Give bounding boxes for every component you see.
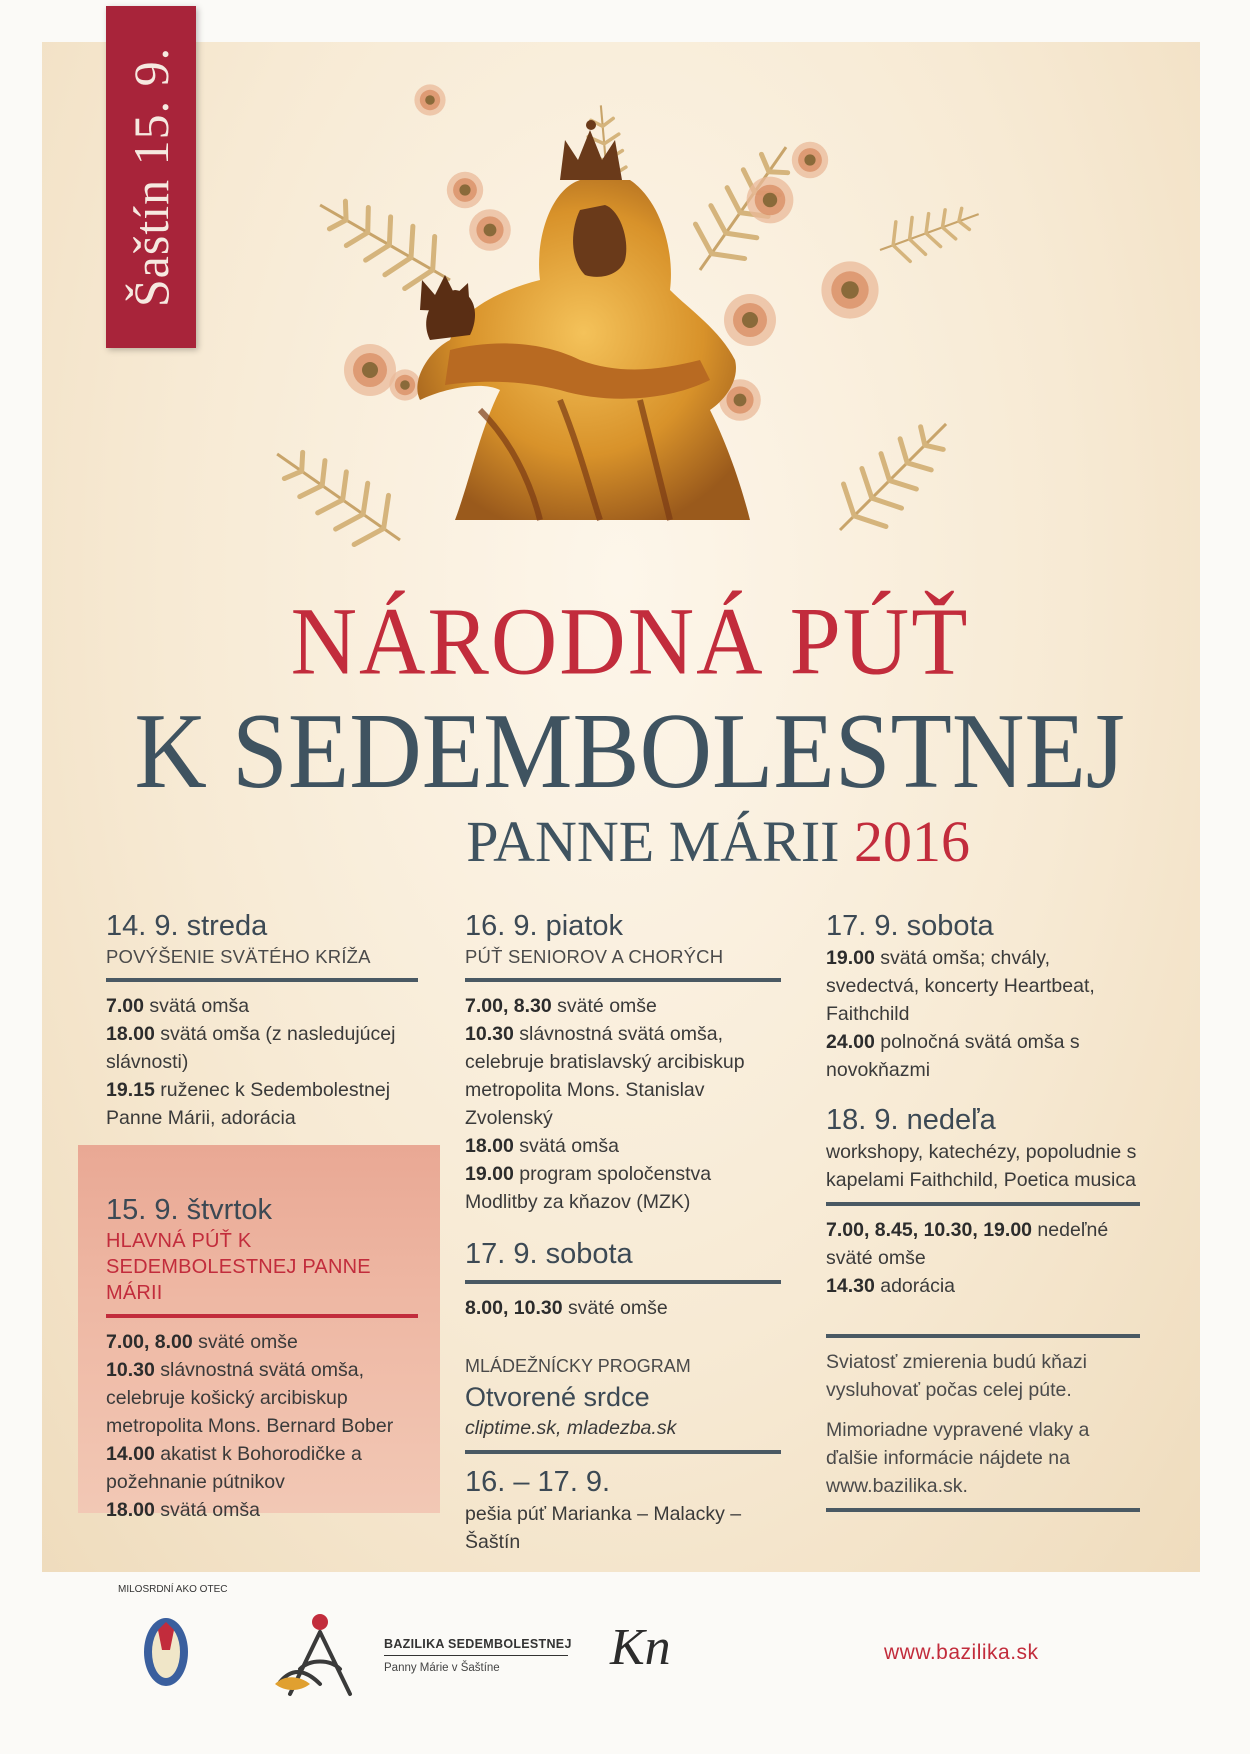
basilica-underline — [384, 1655, 568, 1656]
ribbon-text: Šaštín 15. 9. — [123, 46, 179, 308]
divider — [106, 978, 418, 982]
schedule-item: 19.15 ruženec k Sedembolestnej Panne Márii, adorácia — [106, 1079, 391, 1129]
footer-url-link[interactable]: www.bazilika.sk — [884, 1641, 1039, 1664]
flower-icon — [821, 261, 878, 318]
flower-icon — [724, 294, 776, 346]
logo-arc-text: MILOSRDNÍ AKO OTEC — [118, 1584, 228, 1595]
divider — [826, 1334, 1140, 1338]
schedule-item: 7.00, 8.45, 10.30, 19.00 nedeľné sväté omše — [826, 1219, 1109, 1269]
divider — [465, 978, 781, 982]
schedule-item: 19.00 program spoločenstva Modlitby za kňazov (MZK) — [465, 1163, 712, 1213]
schedule-item: 8.00, 10.30 sväté omše — [465, 1297, 668, 1319]
column-3 — [826, 908, 1140, 1522]
day-heading: 16. – 17. 9. — [465, 1466, 611, 1498]
schedule-item: 10.30 slávnostná svätá omša, celebruje košický arcibiskup metropolita Mons. Bernard Bober — [106, 1359, 394, 1437]
schedule-item: 7.00, 8.30 sväté omše — [465, 995, 657, 1017]
schedule-item: 24.00 polnočná svätá omša s novokňazmi — [826, 1031, 1080, 1081]
schedule-item: 19.00 svätá omša; chvály, svedectvá, koncerty Heartbeat, Faithchild — [826, 947, 1095, 1025]
day-heading: 16. 9. piatok — [465, 910, 623, 942]
youth-links: cliptime.sk, mladezba.sk — [465, 1417, 677, 1439]
fern-icon — [873, 194, 986, 269]
schedule-item: 18.00 svätá omša (z nasledujúcej slávnosti) — [106, 1023, 396, 1073]
day-heading: 18. 9. nedeľa — [826, 1104, 996, 1136]
day-subtitle-main: HLAVNÁ PÚŤ K SEDEMBOLESTNEJ PANNE MÁRII — [106, 1230, 371, 1304]
day-heading: 14. 9. streda — [106, 910, 268, 942]
schedule-item: 7.00, 8.00 sväté omše — [106, 1331, 298, 1353]
flower-icon — [792, 142, 828, 178]
schedule-list — [826, 1216, 1140, 1300]
note-confession: Sviatosť zmierenia budú kňazi vysluhovať počas celej púte. — [826, 1351, 1087, 1401]
schedule-list — [106, 1328, 418, 1524]
flower-icon — [344, 344, 396, 396]
pilgrimage-text: pešia púť Marianka – Malacky – Šaštín — [465, 1503, 742, 1553]
date-ribbon — [106, 6, 196, 348]
basilica-logo-icon — [270, 1604, 370, 1704]
note-trains: Mimoriadne vypravené vlaky a ďalšie informácie nájdete na www.bazilika.sk. — [826, 1419, 1090, 1497]
divider — [465, 1450, 781, 1454]
basilica-subtitle: Panny Márie v Šaštíne — [384, 1662, 500, 1674]
schedule-item: 18.00 svätá omša — [465, 1135, 619, 1157]
schedule-list — [826, 944, 1140, 1084]
schedule-item: 10.30 slávnostná svätá omša, celebruje bratislavský arcibiskup metropolita Mons. Stanislav Zvolenský — [465, 1023, 745, 1129]
divider-red — [106, 1314, 418, 1318]
schedule-list — [465, 992, 781, 1216]
column-2 — [465, 908, 781, 1556]
day-subtitle: PÚŤ SENIOROV A CHORÝCH — [465, 946, 724, 967]
title-line1: NÁRODNÁ PÚŤ — [290, 587, 970, 695]
schedule-item: 18.00 svätá omša — [106, 1499, 260, 1521]
schedule-item: 14.30 adorácia — [826, 1275, 956, 1297]
day-heading-main: 15. 9. štvrtok — [106, 1194, 273, 1226]
column-1 — [106, 908, 418, 1524]
title-year: 2016 — [854, 809, 970, 874]
pieta-illustration — [280, 80, 980, 600]
divider — [826, 1508, 1140, 1512]
flower-icon — [389, 369, 420, 400]
jubilee-of-mercy-logo — [118, 1584, 228, 1712]
title-line3-text: PANNE MÁRII — [466, 809, 840, 874]
kn-logo: Kn — [610, 1619, 671, 1676]
fern-icon — [819, 403, 967, 551]
day-subtitle: POVÝŠENIE SVÄTÉHO KRÍŽA — [106, 946, 371, 967]
flower-icon — [414, 84, 445, 115]
schedule-list — [106, 992, 418, 1132]
divider — [465, 1280, 781, 1284]
flower-icon — [747, 177, 794, 224]
day-heading: 17. 9. sobota — [826, 910, 994, 942]
day-heading: 17. 9. sobota — [465, 1238, 633, 1270]
schedule-item: 7.00 svätá omša — [106, 995, 250, 1017]
flower-icon — [469, 209, 511, 251]
flower-icon — [447, 172, 483, 208]
basilica-name: BAZILIKA SEDEMBOLESTNEJ — [384, 1637, 572, 1651]
title-line2: K SEDEMBOLESTNEJ — [134, 692, 1125, 811]
schedule-item: 14.00 akatist k Bohorodičke a požehnanie pútnikov — [106, 1443, 362, 1493]
youth-label: MLÁDEŽNÍCKY PROGRAM — [465, 1356, 691, 1376]
title-line3 — [0, 808, 970, 875]
youth-title: Otvorené srdce — [465, 1382, 650, 1412]
fern-icon — [260, 429, 417, 564]
day-description: workshopy, katechézy, popoludnie s kapelami Faithchild, Poetica musica — [826, 1141, 1137, 1191]
divider — [826, 1202, 1140, 1206]
